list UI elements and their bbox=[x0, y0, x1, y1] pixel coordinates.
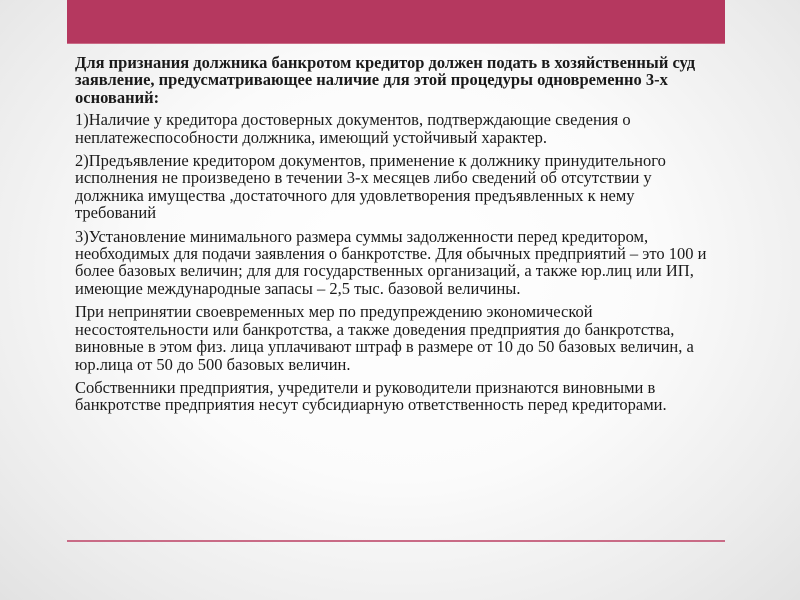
slide-text-body bbox=[75, 54, 715, 420]
header-band bbox=[67, 0, 725, 44]
penalty-paragraph: При непринятии своевременных мер по предупреждению экономической несостоятельности или банкротства, а также доведения предприятия до банкротства, виновные в этом физ. лица уплачивают штраф в размере от 10 до 50 базовых величин, а юр.лица от 50 до 500 базовых величин. bbox=[75, 302, 694, 374]
bottom-divider bbox=[67, 540, 725, 542]
liability-paragraph: Собственники предприятия, учредители и руководители признаются виновными в банкротстве предприятия несут субсидиарную ответственность перед кредиторами. bbox=[75, 377, 667, 415]
condition-1-paragraph: 1)Наличие у кредитора достоверных документов, подтверждающие сведения о неплатежеспособности должника, имеющий устойчивый характер. bbox=[75, 110, 631, 147]
condition-2-paragraph: 2)Предъявление кредитором документов, применение к должнику принудительного исполнения не произведено в течении 3-х месяцев либо сведений об отсутствии у должника имущества ,достаточного для удовлетворения предъявленных к нему требований bbox=[75, 151, 666, 223]
lead-paragraph: Для признания должника банкротом кредитор должен подать в хозяйственный суд заявление, предусматривающее наличие для этой процедуры одновременно 3-х оснований: bbox=[75, 53, 696, 107]
condition-3-paragraph: 3)Установление минимального размера суммы задолженности перед кредитором, необходимых для подачи заявления о банкротстве. Для обычных предприятий – это 100 и более базовых величин; для для государственных организаций, а также юр.лиц или ИП, имеющие международные запасы – 2,5 тыс. базовой величины. bbox=[75, 226, 707, 298]
